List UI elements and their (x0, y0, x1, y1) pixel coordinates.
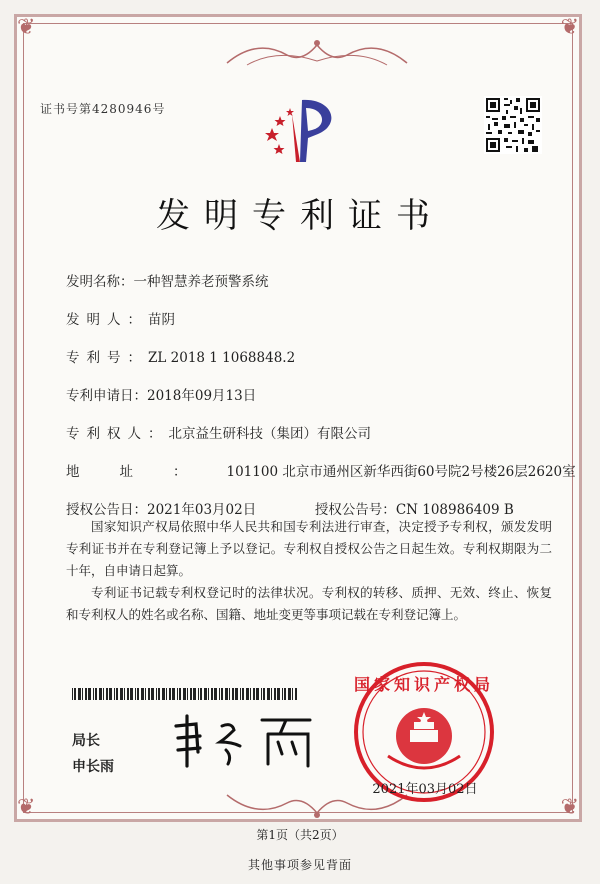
corner-ornament-icon: ❦ (17, 795, 36, 820)
filing-date-label: 专利申请日： (66, 388, 147, 404)
patent-number-value: ZL 2018 1 1068848.2 (148, 350, 296, 366)
signatory-name: 申长雨 (72, 759, 114, 775)
legal-status-paragraph: 专利证书记载专利权登记时的法律状况。专利权的转移、质押、无效、终止、恢复和专利权人的姓名或名称、国籍、地址变更等事项记载在专利登记簿上。 (66, 585, 552, 622)
patent-number-label: 专利号： (66, 350, 148, 366)
filing-date-row (66, 384, 256, 404)
footer-note: 其他事项参见背面 (247, 858, 352, 872)
qr-code-icon (484, 96, 542, 154)
grant-date-value: 2021年03月02日 (147, 502, 257, 518)
grant-row (66, 498, 514, 518)
patent-number-row (66, 346, 295, 366)
handwritten-signature-icon (170, 712, 320, 768)
filing-date-value: 2018年09月13日 (147, 388, 257, 404)
address-value: 101100 北京市通州区新华西街60号院2号楼26层2620室 (226, 464, 576, 480)
inventor-label: 发明人： (66, 312, 148, 328)
address-label: 地址： (66, 464, 227, 480)
grant-number-label: 授权公告号： (314, 502, 396, 518)
patentee-row (66, 422, 371, 442)
patentee-label: 专利权人： (66, 426, 169, 442)
seal-date: 2021年03月02日 (372, 782, 478, 797)
page-number: 第1页（共2页） (256, 828, 344, 842)
barcode-icon (72, 688, 298, 700)
corner-ornament-icon: ❦ (560, 795, 579, 820)
top-ornament-icon (217, 33, 417, 73)
inventor-row (66, 308, 175, 328)
grant-date-label: 授权公告日： (66, 502, 147, 518)
corner-ornament-icon: ❦ (17, 15, 36, 40)
inventor-value: 苗阴 (148, 312, 175, 328)
invention-name-value: 一种智慧养老预警系统 (133, 274, 269, 290)
grant-number-value: CN 108986409 B (395, 502, 514, 518)
invention-name-label: 发明名称： (66, 274, 134, 290)
seal-text: 国家知识产权局 (353, 675, 495, 694)
document-title: 发明专利证书 (156, 196, 444, 236)
corner-ornament-icon: ❦ (560, 15, 579, 40)
patentee-value: 北京益生研科技（集团）有限公司 (168, 426, 371, 442)
invention-name-row (66, 270, 269, 290)
patent-office-logo-icon (262, 94, 346, 164)
grant-statement-paragraph: 国家知识产权局依照中华人民共和国专利法进行审查，决定授予专利权，颁发发明专利证书并在专利登记簿上予以登记。专利权自授权公告之日起生效。专利权期限为二十年，自申请日起算。 (66, 519, 552, 578)
signatory-title: 局长 (72, 733, 100, 749)
certificate-number: 证书号第4280946号 (40, 102, 166, 116)
address-row (66, 460, 576, 480)
